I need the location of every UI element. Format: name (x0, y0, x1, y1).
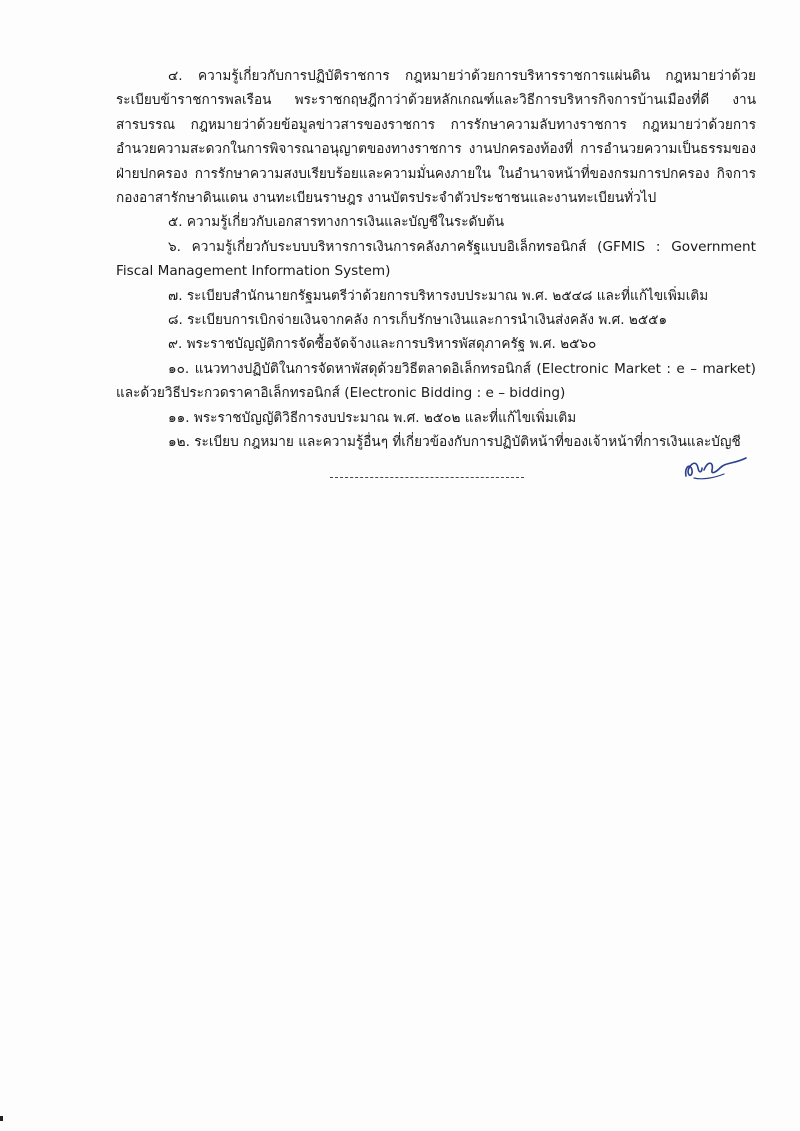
document-body (116, 64, 756, 455)
list-item-10: ๑๐. แนวทางปฏิบัติในการจัดหาพัสดุด้วยวิธีตลาดอิเล็กทรอนิกส์ (Electronic Market : e – market) และด้วยวิธีประกวดราคาอิเล็กทรอนิกส์ (Electronic Bidding : e – bidding) (116, 360, 756, 402)
list-item-4: ๔. ความรู้เกี่ยวกับการปฏิบัติราชการ กฎหมายว่าด้วยการบริหารราชการแผ่นดิน กฎหมายว่าด้วยระเบียบข้าราชการพลเรือน พระราชกฤษฎีกาว่าด้วยหลักเกณฑ์และวิธีการบริหารกิจการบ้านเมืองที่ดี งานสารบรรณ กฎหมายว่าด้วยข้อมูลข่าวสารของราชการ การรักษาความลับทางราชการ กฎหมายว่าด้วยการอำนวยความสะดวกในการพิจารณาอนุญาตของทางราชการ งานปกครองท้องที่ การอำนวยความเป็นธรรมของฝ่ายปกครอง การรักษาความสงบเรียบร้อยและความมั่นคงภายใน ในอำนาจหน้าที่ของกรมการปกครอง กิจการกองอาสารักษาดินแดน งานทะเบียนราษฎร งานบัตรประจำตัวประชาชนและงานทะเบียนทั่วไป (116, 68, 756, 207)
list-item-12: ๑๒. ระเบียบ กฎหมาย และความรู้อื่นๆ ที่เกี่ยวข้องกับการปฏิบัติหน้าที่ของเจ้าหน้าที่การเงินและบัญชี (168, 434, 741, 451)
list-item-11: ๑๑. พระราชบัญญัติวิธีการงบประมาณ พ.ศ. ๒๕๐๒ และที่แก้ไขเพิ่มเติม (168, 409, 577, 426)
list-item-7: ๗. ระเบียบสำนักนายกรัฐมนตรีว่าด้วยการบริหารงบประมาณ พ.ศ. ๒๕๔๘ และที่แก้ไขเพิ่มเติม (168, 287, 709, 304)
list-item-6: ๖. ความรู้เกี่ยวกับระบบบริหารการเงินการคลังภาครัฐแบบอิเล็กทรอนิกส์ (GFMIS : Government Fiscal Management Information System) (116, 238, 756, 280)
list-item-9: ๙. พระราชบัญญัติการจัดซื้อจัดจ้างและการบริหารพัสดุภาครัฐ พ.ศ. ๒๕๖๐ (168, 336, 597, 353)
scan-edge-mark (0, 1116, 3, 1121)
handwritten-signature (680, 448, 750, 484)
end-separator-line (330, 477, 524, 478)
list-item-5: ๕. ความรู้เกี่ยวกับเอกสารทางการเงินและบัญชีในระดับต้น (168, 214, 505, 231)
list-item-8: ๘. ระเบียบการเบิกจ่ายเงินจากคลัง การเก็บรักษาเงินและการนำเงินส่งคลัง พ.ศ. ๒๕๕๑ (168, 312, 668, 329)
